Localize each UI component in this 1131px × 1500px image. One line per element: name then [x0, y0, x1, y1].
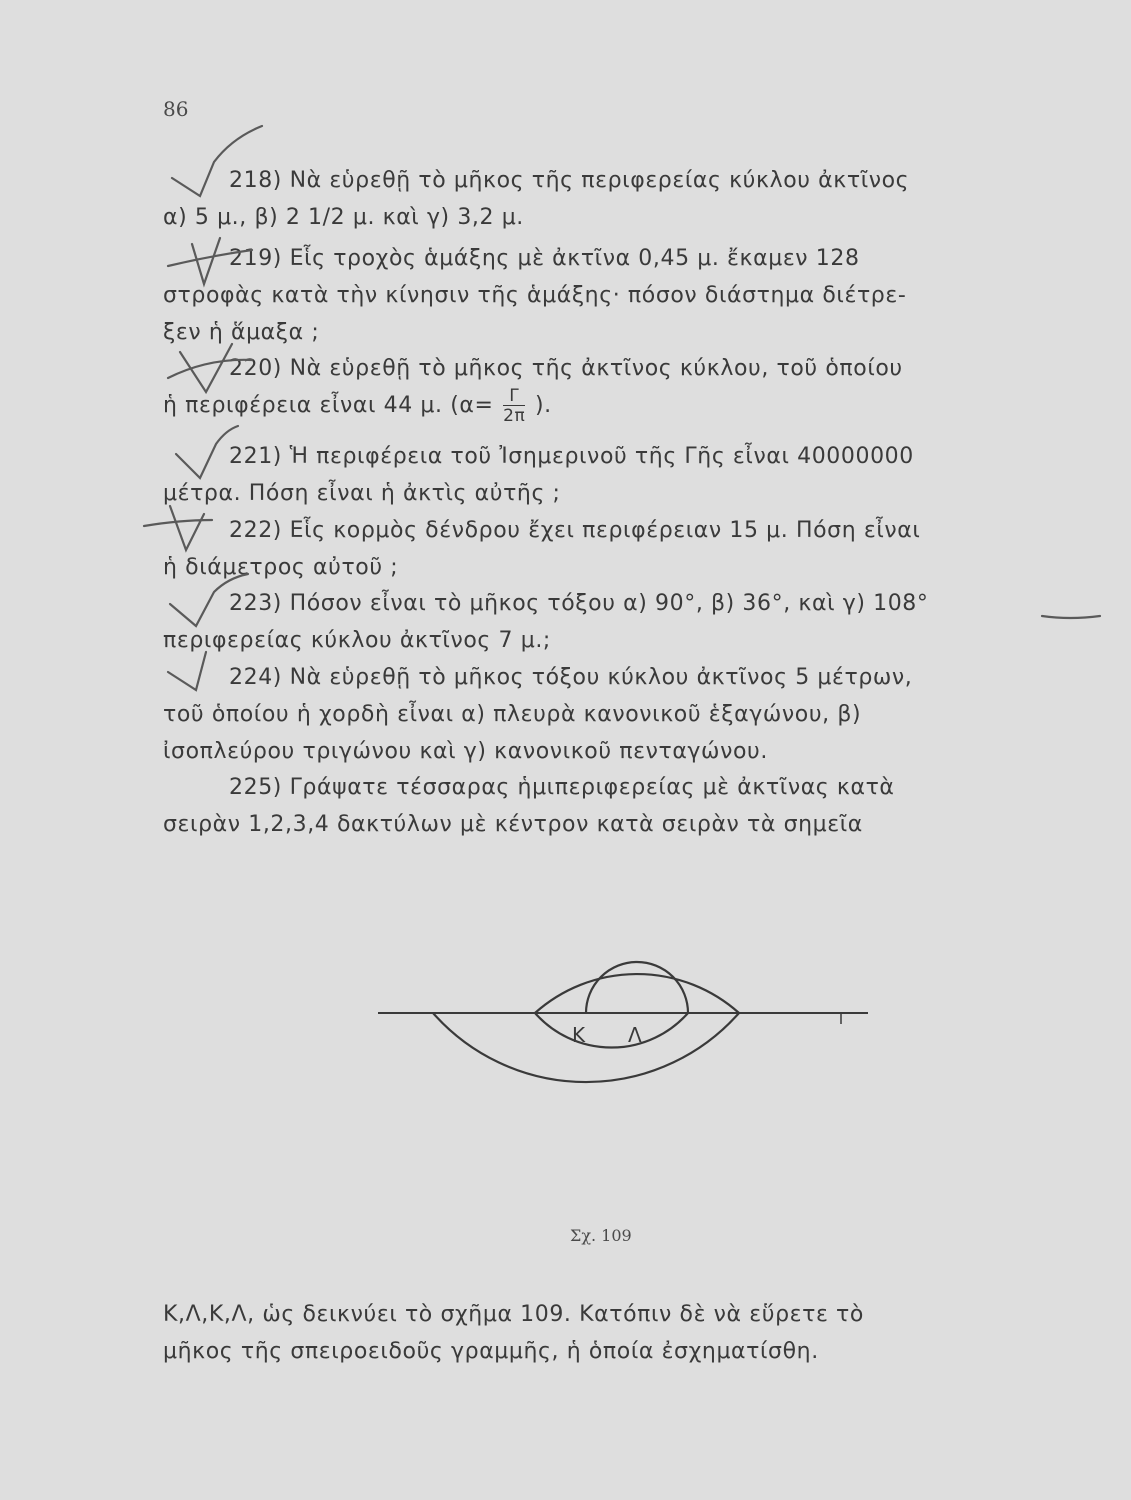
problem-line: στροφὰς κατὰ τὴν κίνησιν τῆς ἁμάξης· πόσον διάστημα διέτρε- — [163, 283, 907, 308]
semicircle-3 — [535, 974, 739, 1013]
problem-line: ἰσοπλεύρου τριγώνου καὶ γ) κανονικοῦ πενταγώνου. — [163, 739, 768, 764]
problem-line: α) 5 μ., β) 2 1/2 μ. καὶ γ) 3,2 μ. — [163, 205, 524, 230]
problem-line: 222) Εἷς κορμὸς δένδρου ἔχει περιφέρειαν 15 μ. Πόση εἶναι — [229, 518, 921, 543]
semicircle-4 — [433, 1013, 739, 1082]
problem-219 — [163, 240, 1113, 351]
problem-line: 224) Νὰ εὑρεθῇ τὸ μῆκος τόξου κύκλου ἀκτῖνος 5 μέτρων, — [229, 665, 913, 690]
fraction-numerator: Γ — [509, 386, 520, 406]
page-number: 86 — [163, 97, 189, 121]
problem-218 — [163, 162, 1113, 236]
problem-line: 221) Ἡ περιφέρεια τοῦ Ἰσημερινοῦ τῆς Γῆς εἶναι 40000000 — [229, 444, 914, 469]
label-k: Κ — [572, 1023, 586, 1047]
problem-222 — [163, 512, 1113, 586]
problem-line: περιφερείας κύκλου ἀκτῖνος 7 μ.; — [163, 628, 551, 653]
problem-line: ἡ διάμετρος αὐτοῦ ; — [163, 555, 399, 580]
fraction-denominator: 2π — [503, 406, 526, 426]
problem-line: 225) Γράψατε τέσσαρας ἡμιπεριφερείας μὲ ἀκτῖνας κατὰ — [229, 775, 895, 800]
label-l: Λ — [628, 1023, 642, 1047]
problem-line: μέτρα. Πόση εἶναι ἡ ἀκτὶς αὐτῆς ; — [163, 481, 561, 506]
problem-line: Κ,Λ,Κ,Λ, ὡς δεικνύει τὸ σχῆμα 109. Κατόπιν δὲ νὰ εὕρετε τὸ — [163, 1302, 864, 1327]
formula-closing: ). — [535, 393, 552, 418]
problem-line: σειρὰν 1,2,3,4 δακτύλων μὲ κέντρον κατὰ σειρὰν τὰ σημεῖα — [163, 812, 863, 837]
problem-224 — [163, 659, 1113, 770]
problem-line: 223) Πόσον εἶναι τὸ μῆκος τόξου α) 90°, β) 36°, καὶ γ) 108° — [229, 591, 929, 616]
semicircle-1 — [586, 962, 688, 1013]
figure-caption: Σχ. 109 — [570, 1226, 632, 1245]
problem-220 — [163, 350, 1113, 425]
semicircle-2 — [535, 1013, 688, 1048]
problem-line: μῆκος τῆς σπειροειδοῦς γραμμῆς, ἡ ὁποία ἐσχηματίσθη. — [163, 1339, 819, 1364]
problem-line: ξεν ἡ ἅμαξα ; — [163, 320, 320, 345]
problem-225-continuation — [163, 1296, 1098, 1370]
problem-line: ἡ περιφέρεια εἶναι 44 μ. (α= — [163, 393, 494, 418]
spiral-figure — [370, 870, 880, 1210]
problem-line: 218) Νὰ εὑρεθῇ τὸ μῆκος τῆς περιφερείας κύκλου ἀκτῖνος — [229, 168, 910, 193]
problem-221 — [163, 438, 1113, 512]
problem-225 — [163, 769, 1113, 843]
formula-fraction — [503, 387, 525, 425]
problem-223 — [163, 585, 1113, 659]
problem-line: τοῦ ὁποίου ἡ χορδὴ εἶναι α) πλευρὰ κανονικοῦ ἑξαγώνου, β) — [163, 702, 862, 727]
problem-line: 220) Νὰ εὑρεθῇ τὸ μῆκος τῆς ἀκτῖνος κύκλου, τοῦ ὁποίου — [229, 356, 903, 381]
problem-line: 219) Εἷς τροχὸς ἁμάξης μὲ ἀκτῖνα 0,45 μ. ἔκαμεν 128 — [229, 246, 860, 271]
